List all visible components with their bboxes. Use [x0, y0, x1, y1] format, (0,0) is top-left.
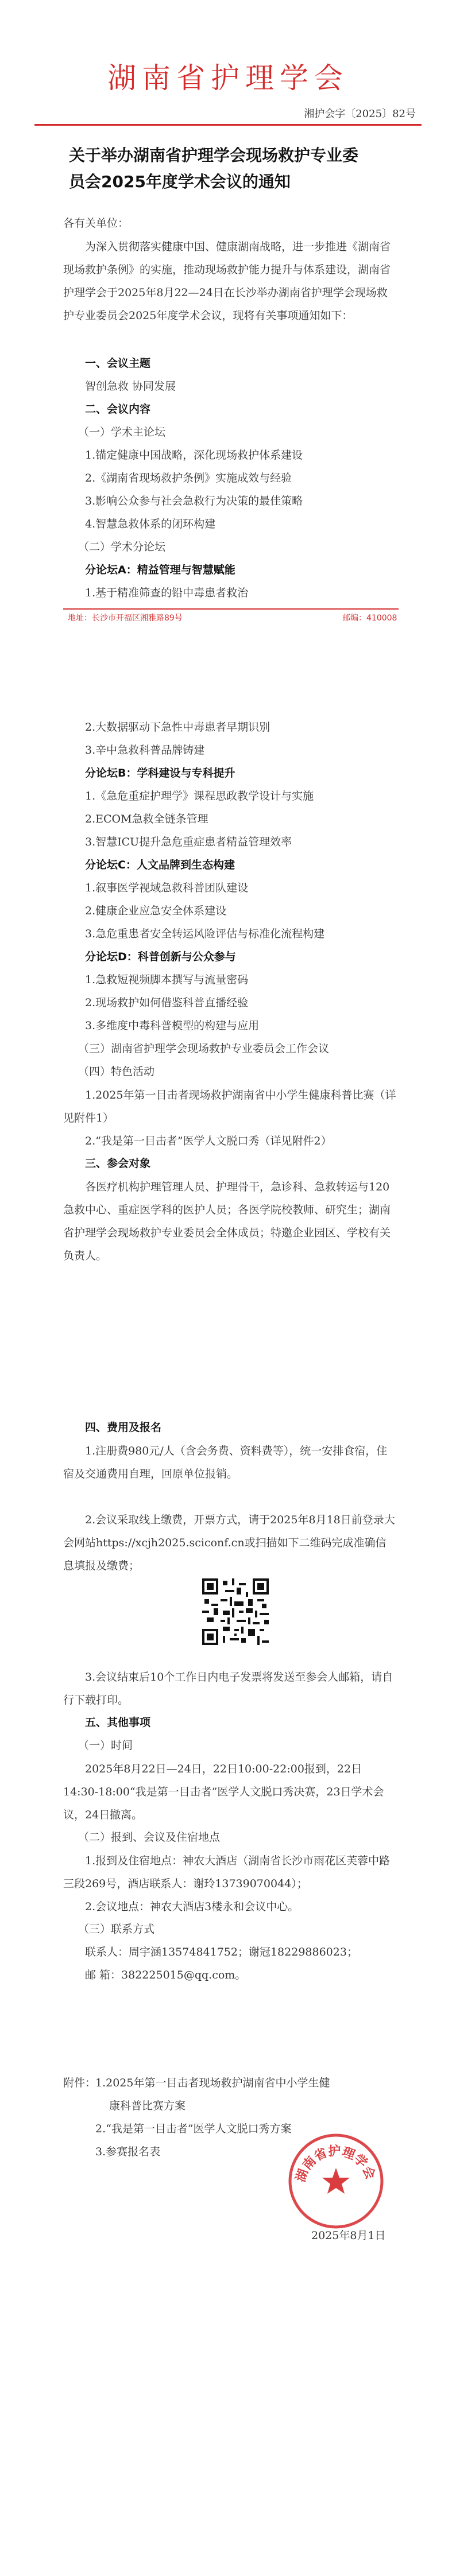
- registration-qr-code[interactable]: [202, 1578, 269, 1645]
- footer-address: 地址：长沙市开福区湘雅路89号: [68, 614, 183, 623]
- contact-persons: 联系人：周宇涵13574841752；谢冠18229886023；: [85, 1946, 358, 1958]
- document-title: [69, 142, 391, 195]
- attendees-paragraph: 各医疗机构护理管理人员、护理骨干，急诊科、急救转运与120急救中心、重症医学科的医护人员；各医学院校教师、研究生；湖南省护理学会现场救护专业委员会全体成员；特邀企业园区、学校有关负责人。: [63, 1181, 391, 1262]
- forum-a-item-2: 2.大数据驱动下急性中毒患者早期识别: [85, 721, 270, 734]
- invoice-paragraph: 3.会议结束后10个工作日内电子发票将发送至参会人邮箱，请自行下载打印。: [63, 1671, 393, 1706]
- sub-forum-heading: （二）学术分论坛: [78, 541, 166, 553]
- forum-b-item-1: 1.《急危重症护理学》课程思政教学设计与实施: [85, 790, 314, 802]
- special-activities-heading: （四）特色活动: [78, 1065, 155, 1078]
- forum-c-item-3: 3.急危重患者安全转运风险评估与标准化流程构建: [85, 928, 325, 940]
- location-1: 1.报到及住宿地点：神农大酒店（湖南省长沙市雨花区芙蓉中路三段269号，酒店联系人：谢玲13739070044）；: [63, 1855, 391, 1890]
- official-seal-stamp: [287, 2132, 385, 2230]
- forum-c-item-1: 1.叙事医学视域急救科普团队建设: [85, 882, 249, 894]
- section-attendees-heading: 三、参会对象: [85, 1157, 151, 1170]
- location-heading: （二）报到、会议及住宿地点: [78, 1831, 221, 1844]
- location-2: 2.会议地点：神农大酒店3楼永和会议中心。: [85, 1900, 299, 1913]
- section-fee-heading: 四、费用及报名: [85, 1421, 162, 1434]
- forum-b-item-3: 3.智慧ICU提升急危重症患者精益管理效率: [85, 836, 292, 848]
- forum-d-heading: 分论坛D：科普创新与公众参与: [85, 951, 236, 963]
- intro-paragraph: 为深入贯彻落实健康中国、健康湖南战略，进一步推进《湖南省现场救护条例》的实施，推动现场救护能力提升与体系建设，湖南省护理学会于2025年8月22—24日在长沙举办湖南省护理学会现场救护专业委员会2025年度学术会议，现将有关事项通知如下：: [63, 240, 391, 322]
- forum-a-item-1: 1.基于精准筛查的铅中毒患者救治: [85, 587, 249, 599]
- registration-paragraph: 2.会议采取线上缴费，开票方式，请于2025年8月18日前登录大会网站https://xcjh2025.sciconf.cn或扫描如下二维码完成准确信息填报及缴费；: [63, 1514, 395, 1572]
- main-forum-item-4: 4.智慧急救体系的闭环构建: [85, 518, 216, 530]
- title-line-1: 关于举办湖南省护理学会现场救护专业委: [69, 146, 359, 165]
- org-header: 湖南省护理学会: [107, 61, 349, 95]
- document-number: 湘护会字〔2025〕82号: [304, 108, 416, 120]
- work-meeting-heading: （三）湖南省护理学会现场救护专业委员会工作会议: [78, 1042, 330, 1055]
- activity-2: 2.“我是第一目击者”医学人文脱口秀（详见附件2）: [85, 1135, 332, 1147]
- section-other-heading: 五、其他事项: [85, 1716, 151, 1729]
- attachment-2[interactable]: 2.“我是第一目击者”医学人文脱口秀方案: [95, 2123, 292, 2135]
- attachment-3[interactable]: 3.参赛报名表: [95, 2146, 161, 2158]
- title-line-2: 员会2025年度学术会议的通知: [69, 172, 291, 191]
- forum-a-item-3: 3.辛中急救科普品牌铸建: [85, 744, 205, 756]
- fee-paragraph: 1.注册费980元/人（含会务费、资料费等），统一安排食宿，住宿及交通费用自理，回原单位报销。: [63, 1445, 388, 1480]
- activity-1: 1.2025年第一目击者现场救护湖南省中小学生健康科普比赛（详见附件1）: [63, 1089, 396, 1124]
- contact-email[interactable]: 邮 箱：382225015@qq.com。: [85, 1969, 246, 1981]
- header-red-line: [34, 124, 422, 126]
- salutation: 各有关单位：: [63, 217, 129, 230]
- time-heading: （一）时间: [78, 1739, 133, 1752]
- contact-heading: （三）联系方式: [78, 1923, 155, 1935]
- attachments-label: 附件：: [63, 2077, 96, 2089]
- page-1: [0, 0, 456, 624]
- footer-red-line: [63, 608, 399, 610]
- time-paragraph: 2025年8月22日—24日，22日10:00-22:00报到，22日14:30-18:00“我是第一目击者”医学人文脱口秀决赛，23日学术会议，24日撤离。: [63, 1763, 384, 1821]
- main-forum-heading: （一）学术主论坛: [78, 426, 166, 439]
- forum-c-heading: 分论坛C：人文品牌到生态构建: [85, 859, 235, 871]
- theme-text: 智创急救 协同发展: [85, 380, 176, 393]
- footer-postcode: 邮编：410008: [342, 614, 397, 623]
- section-content-heading: 二、会议内容: [85, 403, 151, 416]
- attachment-1-line-2[interactable]: 康科普比赛方案: [109, 2100, 186, 2112]
- section-theme-heading: 一、会议主题: [85, 357, 151, 370]
- signature-date: 2025年8月1日: [311, 2229, 386, 2242]
- forum-d-item-3: 3.多维度中毒科普模型的构建与应用: [85, 1019, 260, 1032]
- forum-d-item-1: 1.急救短视频脚本撰写与流量密码: [85, 973, 249, 986]
- forum-d-item-2: 2.现场救护如何借鉴科普直播经验: [85, 996, 249, 1009]
- seal-text: 湖南省护理学会: [293, 2143, 378, 2184]
- forum-c-item-2: 2.健康企业应急安全体系建设: [85, 905, 227, 917]
- forum-a-heading: 分论坛A：精益管理与智慧赋能: [85, 564, 235, 576]
- page-2: [0, 654, 456, 1332]
- main-forum-item-1: 1.锚定健康中国战略，深化现场救护体系建设: [85, 449, 303, 461]
- attachment-1-line-1[interactable]: 1.2025年第一目击者现场救护湖南省中小学生健: [95, 2077, 330, 2089]
- main-forum-item-2: 2.《湖南省现场救护条例》实施成效与经验: [85, 472, 292, 484]
- main-forum-item-3: 3.影响公众参与社会急救行为决策的最佳策略: [85, 495, 303, 507]
- forum-b-heading: 分论坛B：学科建设与专科提升: [85, 767, 235, 779]
- forum-b-item-2: 2.ECOM急救全链条管理: [85, 813, 208, 825]
